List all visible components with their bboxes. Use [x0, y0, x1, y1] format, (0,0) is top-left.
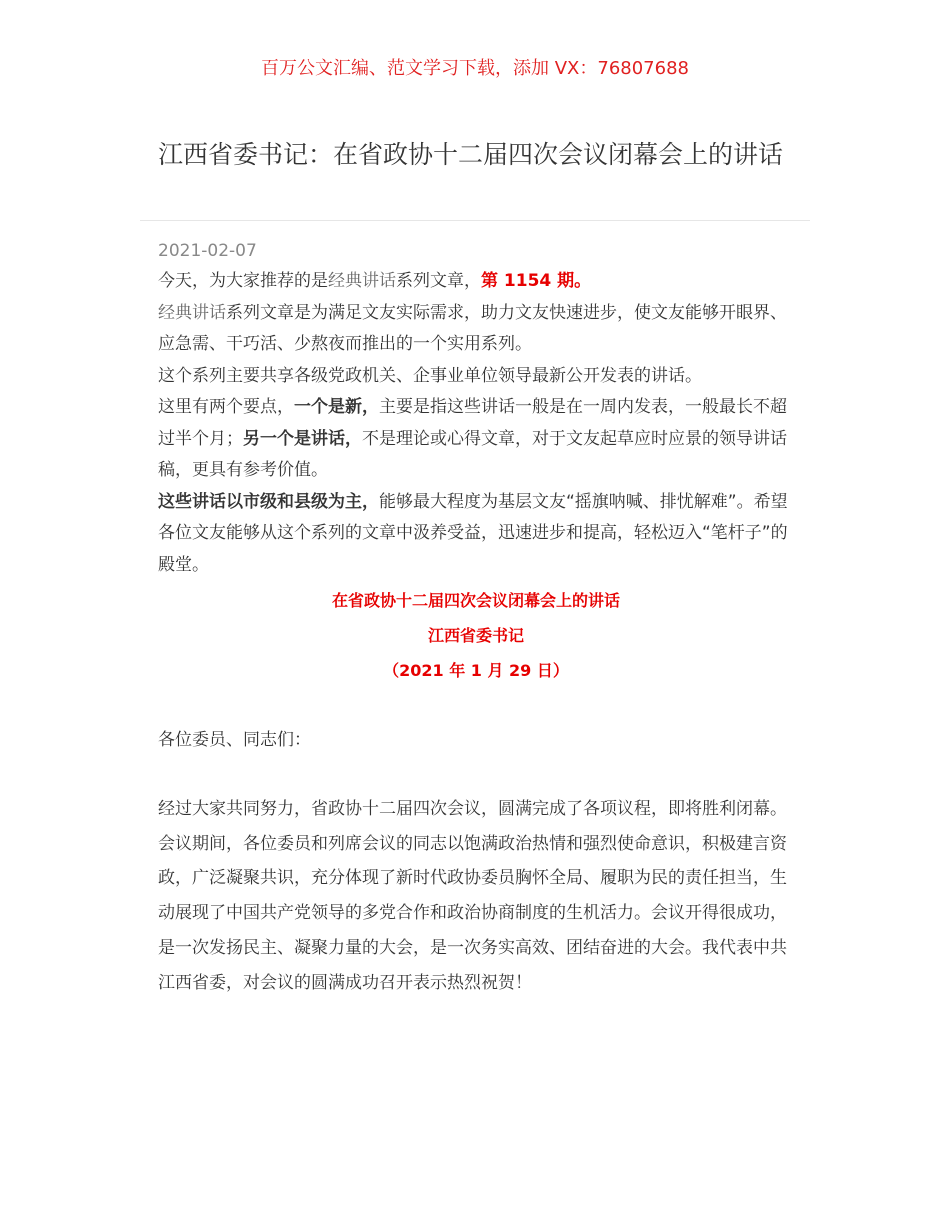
speech-greeting: 各位委员、同志们： [158, 730, 311, 750]
key-point-new: 一个是新， [294, 397, 379, 417]
intro-text: 系列文章， [396, 271, 481, 291]
title-divider [140, 220, 810, 221]
intro-text: 今天，为大家推荐的是 [158, 271, 328, 291]
intro-paragraph-3: 这个系列主要共享各级党政机关、企事业单位领导最新公开发表的讲话。 [158, 365, 702, 386]
intro-paragraph-5 [158, 487, 794, 582]
spacer [158, 688, 794, 723]
speech-speaker: 江西省委书记 [427, 626, 524, 645]
series-name: 经典讲话 [158, 302, 226, 323]
issue-number: 第 1154 期。 [481, 271, 592, 291]
intro-paragraph-4 [158, 392, 794, 487]
series-name: 经典讲话 [328, 271, 396, 291]
article-content [158, 266, 794, 1000]
intro-paragraph-2 [158, 298, 794, 361]
speech-date: （2021 年 1 月 29 日） [383, 661, 569, 680]
speech-heading: 在省政协十二届四次会议闭幕会上的讲话 [331, 591, 620, 610]
key-point-level: 这些讲话以市级和县级为主， [158, 491, 379, 512]
intro-text: 不是理论或心得文章，对于文友起草应时应景的领导讲话稿，更具有参考价值。 [158, 428, 787, 480]
intro-text: 主要是指这些讲话一般是在一周内发表，一般最长不超过半个月； [158, 397, 787, 449]
intro-text: 系列文章是为满足文友实际需求，助力文友快速进步，使文友能够开眼界、应急需、干巧活、少熬夜而推出的一个实用系列。 [158, 302, 787, 354]
spacer [158, 757, 794, 792]
promo-banner: 百万公文汇编、范文学习下载，添加 VX：76807688 [261, 58, 689, 79]
speech-body-paragraph: 经过大家共同努力，省政协十二届四次会议，圆满完成了各项议程，即将胜利闭幕。会议期间，各位委员和列席会议的同志以饱满政治热情和强烈使命意识，积极建言资政，广泛凝聚共识，充分体现了新时代政协委员胸怀全局、履职为民的责任担当，生动展现了中国共产党领导的多党合作和政治协商制度的生机活力。会议开得很成功，是一次发扬民主、凝聚力量的大会，是一次务实高效、团结奋进的大会。我代表中共江西省委，对会议的圆满成功召开表示热烈祝贺！ [158, 799, 787, 993]
intro-text: 能够最大程度为基层文友“摇旗呐喊、排忧解难”。希望各位文友能够从这个系列的文章中汲养受益，迅速进步和提高，轻松迈入“笔杆子”的殿堂。 [158, 491, 788, 575]
publish-date: 2021-02-07 [158, 241, 257, 261]
key-point-speech: 另一个是讲话， [243, 428, 362, 449]
intro-paragraph-1 [158, 266, 794, 298]
intro-text: 这里有两个要点， [158, 397, 294, 417]
article-title: 江西省委书记：在省政协十二届四次会议闭幕会上的讲话 [158, 140, 784, 169]
